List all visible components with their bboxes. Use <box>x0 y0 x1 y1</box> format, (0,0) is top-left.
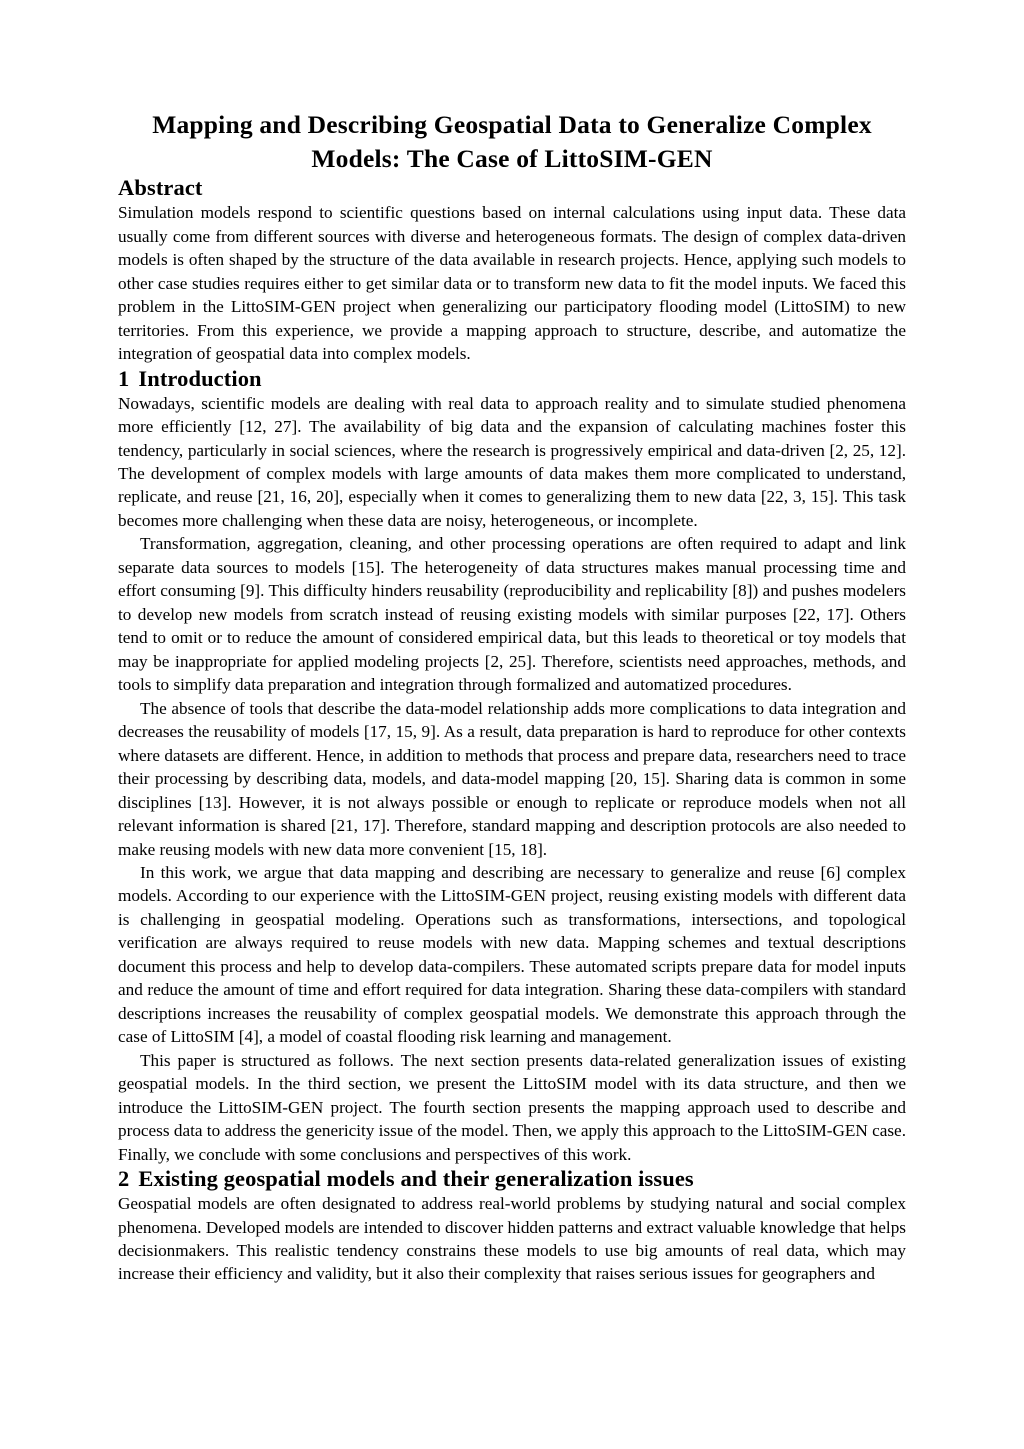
title-line-1: Mapping and Describing Geospatial Data to Generalize Complex <box>152 110 872 139</box>
section-number-2: 2 <box>118 1166 130 1192</box>
intro-paragraph-3: The absence of tools that describe the data-model relationship adds more complications to data integration and decreases the reusability of models [17, 15, 9]. As a result, data preparation is hard to reproduce for other contexts where datasets are different. Hence, in addition to methods that process and prepare data, researchers need to trace their processing by describing data, models, and data-model mapping [20, 15]. Sharing data is common in some disciplines [13]. However, it is not always possible or enough to replicate or reproduce models when not all relevant information is shared [21, 17]. Therefore, standard mapping and description protocols are also needed to make reusing models with new data more convenient [15, 18]. <box>118 698 906 859</box>
section-heading-existing-models <box>118 1166 906 1192</box>
intro-paragraph-2: Transformation, aggregation, cleaning, and other processing operations are often required to adapt and link separate data sources to models [15]. The heterogeneity of data structures makes manual processing time and effort consuming [9]. This difficulty hinders reusability (reproducibility and replicability [8]) and pushes modelers to develop new models from scratch instead of reusing existing models with similar purposes [22, 17]. Others tend to omit or to reduce the amount of considered empirical data, but this leads to theoretical or toy models that may be inappropriate for applied modeling projects [2, 25]. Therefore, scientists need approaches, methods, and tools to simplify data preparation and integration through formalized and automatized procedures. <box>118 534 906 695</box>
abstract-paragraph: Simulation models respond to scientific questions based on internal calculations using input data. These data usually come from different sources with diverse and heterogeneous formats. The design of complex data-driven models is often shaped by the structure of the data available in research projects. Hence, applying such models to other case studies requires either to get similar data or to transform new data to fit the model inputs. We faced this problem in the LittoSIM-GEN project when generalizing our participatory flooding model (LittoSIM) to new territories. From this experience, we provide a mapping approach to structure, describe, and automatize the integration of geospatial data into complex models. <box>118 203 906 364</box>
page-title <box>152 108 872 175</box>
abstract-heading: Abstract <box>118 175 203 201</box>
section-heading-introduction <box>118 366 906 392</box>
section2-paragraph-1: Geospatial models are often designated to address real-world problems by studying natural and social complex phenomena. Developed models are intended to discover hidden patterns and extract valuable knowledge that helps decisionmakers. This realistic tendency constrains these models to use big amounts of real data, which may increase their efficiency and validity, but it also their complexity that raises serious issues for geographers and <box>118 1194 906 1284</box>
intro-paragraph-5: This paper is structured as follows. The next section presents data-related generalization issues of existing geospatial models. In the third section, we present the LittoSIM model with its data structure, and then we introduce the LittoSIM-GEN project. The fourth section presents the mapping approach used to describe and process data to address the genericity issue of the model. Then, we apply this approach to the LittoSIM-GEN case. Finally, we conclude with some conclusions and perspectives of this work. <box>118 1050 906 1164</box>
section-title-2: Existing geospatial models and their generalization issues <box>138 1166 694 1192</box>
title-line-2: Models: The Case of LittoSIM-GEN <box>311 143 713 173</box>
intro-paragraph-4: In this work, we argue that data mapping and describing are necessary to generalize and reuse [6] complex models. According to our experience with the LittoSIM-GEN project, reusing existing models with different data is challenging in geospatial modeling. Operations such as transformations, intersections, and topological verification are always required to reuse models with new data. Mapping schemes and textual descriptions document this process and help to develop data-compilers. These automated scripts prepare data for model inputs and reduce the amount of time and effort required for data integration. Sharing these data-compilers with standard descriptions increases the reusability of complex geospatial models. We demonstrate this approach through the case of LittoSIM [4], a model of coastal flooding risk learning and management. <box>118 862 906 1047</box>
intro-paragraph-1: Nowadays, scientific models are dealing with real data to approach reality and to simulate studied phenomena more efficiently [12, 27]. The availability of big data and the expansion of calculating machines foster this tendency, particularly in social sciences, where the research is progressively empirical and data-driven [2, 25, 12]. The development of complex models with large amounts of data makes them more complicated to understand, replicate, and reuse [21, 16, 20], especially when it comes to generalizing them to new data [22, 3, 15]. This task becomes more challenging when these data are noisy, heterogeneous, or incomplete. <box>118 393 906 530</box>
section-number-1: 1 <box>118 365 130 391</box>
section-title-1: Introduction <box>138 365 262 391</box>
